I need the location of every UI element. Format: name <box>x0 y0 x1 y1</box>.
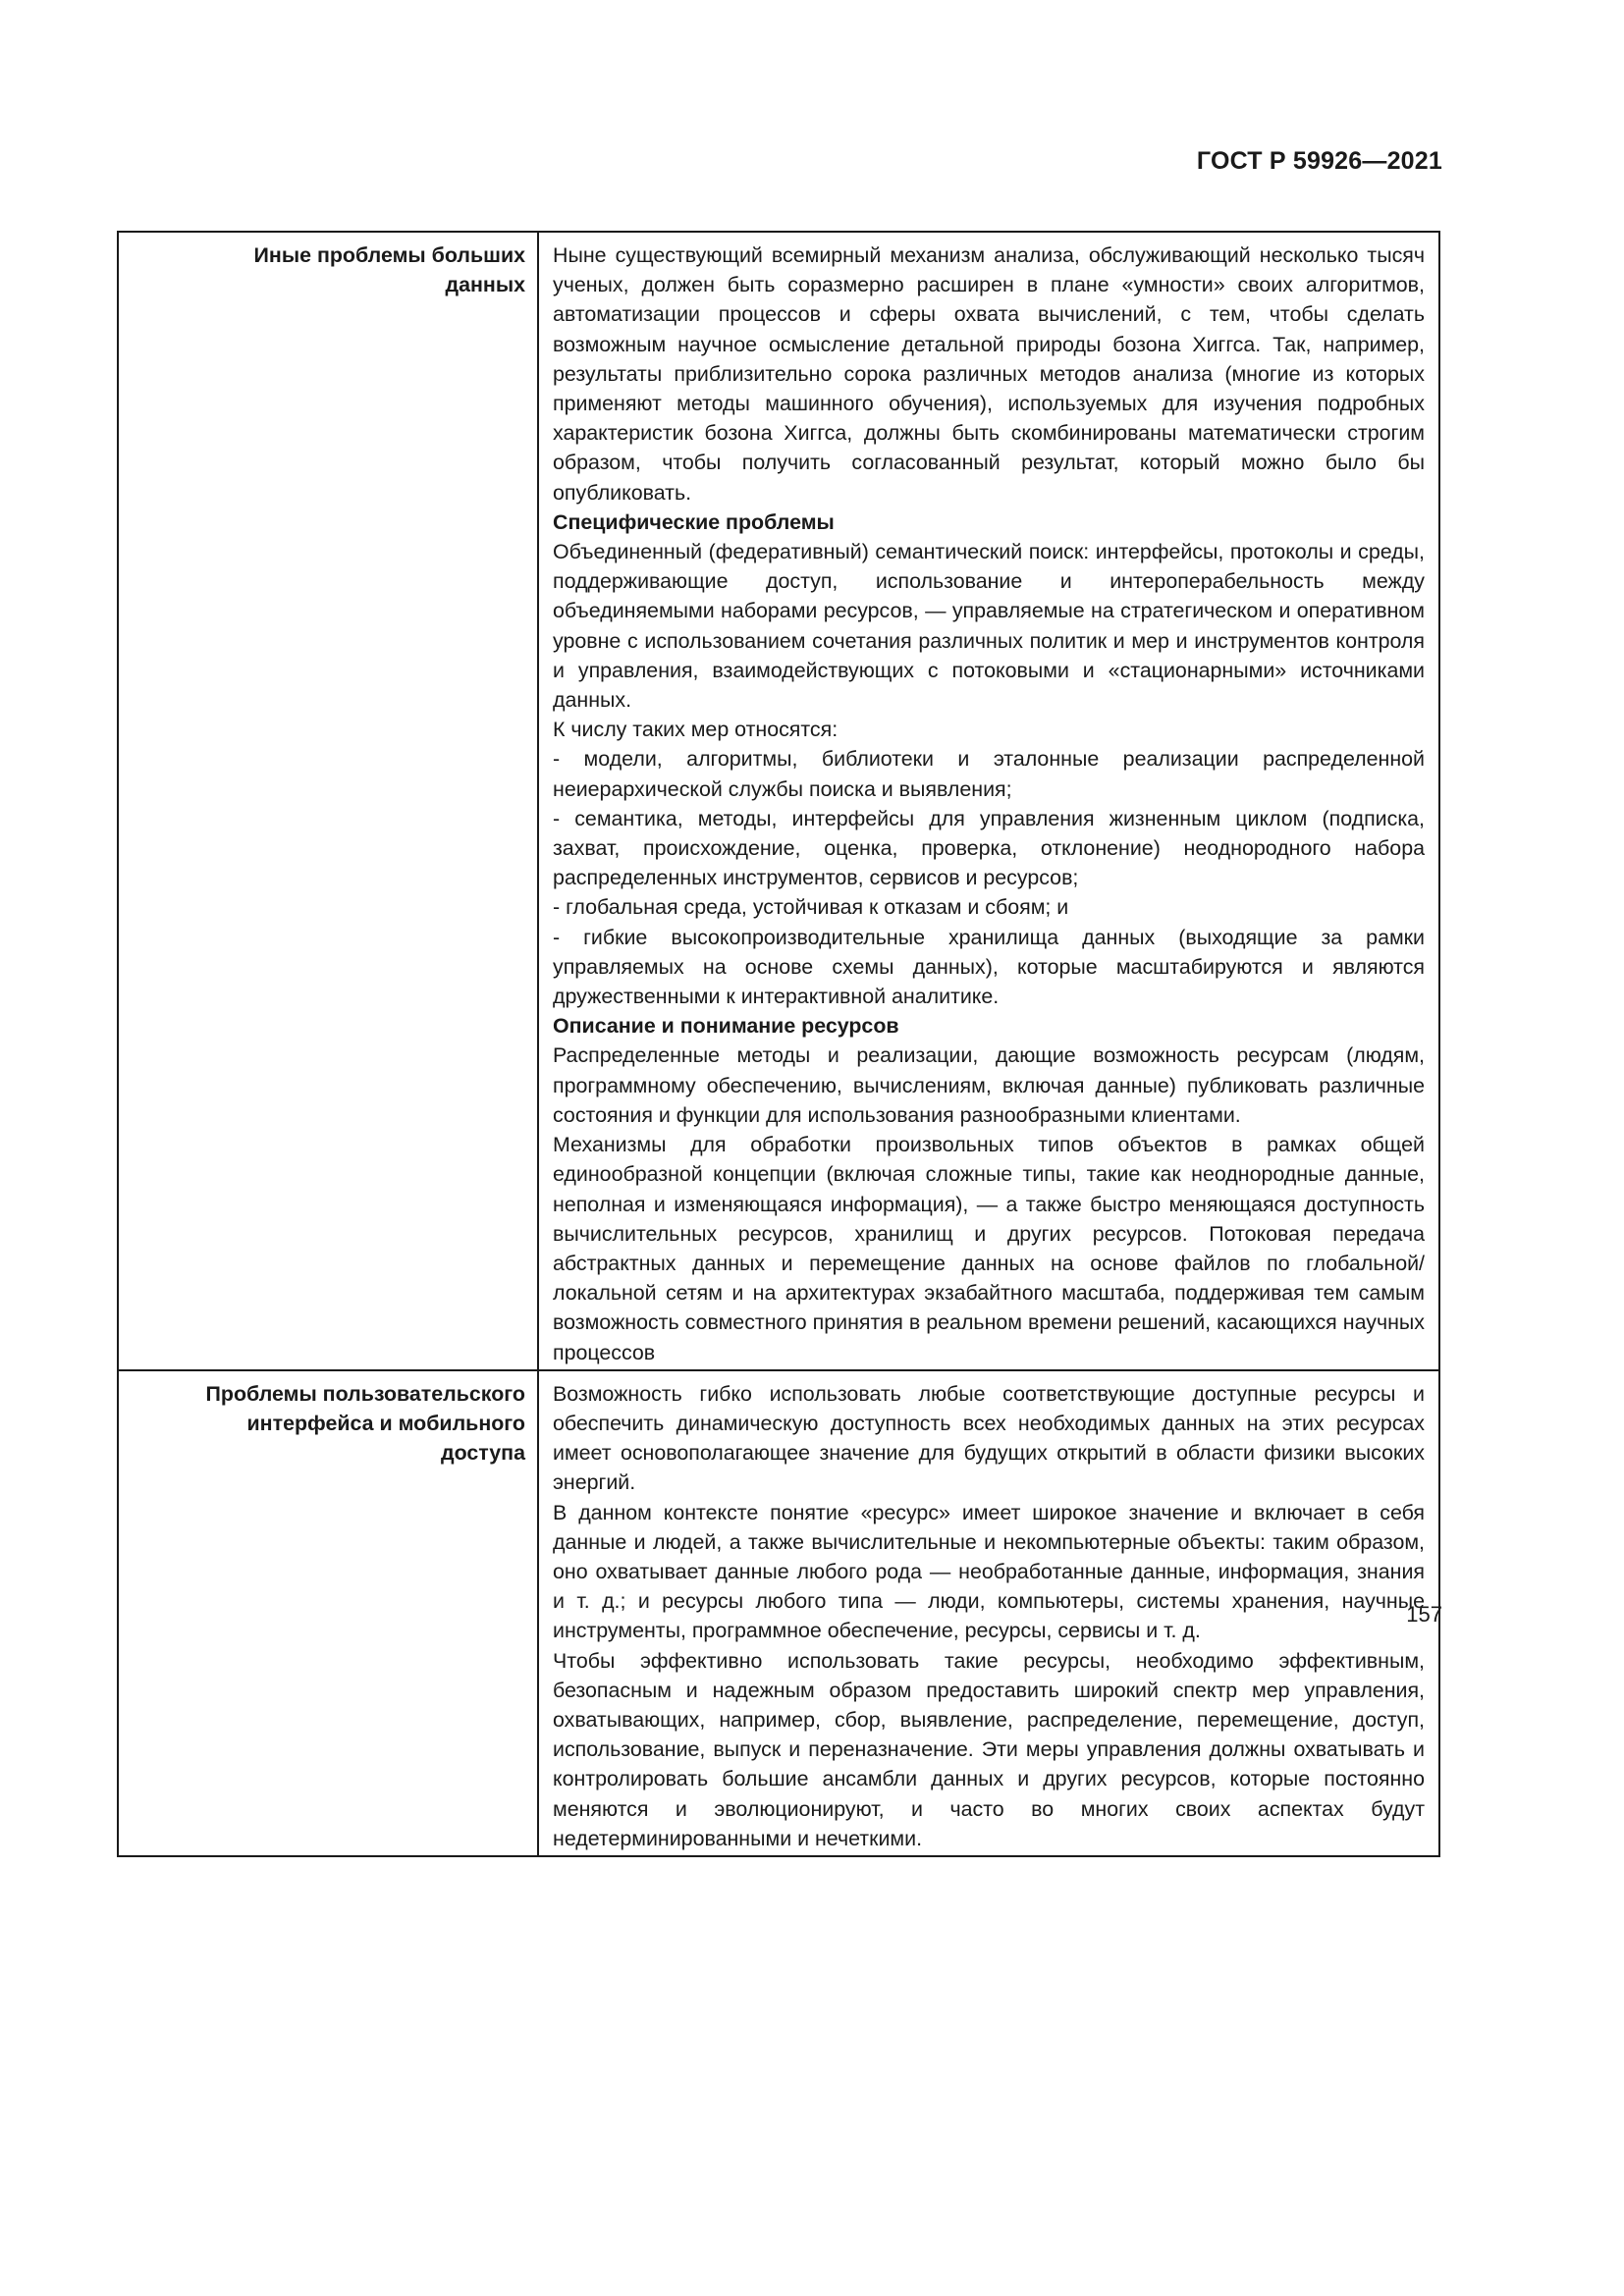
subheading: Специфические проблемы <box>553 509 835 534</box>
subheading: Описание и понимание ресурсов <box>553 1014 899 1039</box>
paragraph: Распределенные методы и реализации, дающие возможность ресурсам (людям, программному обеспечению, вычислениям, включая данные) публиковать различные состояния и функции для использования разнообразными клиентами. <box>553 1043 1425 1127</box>
paragraph: Объединенный (федеративный) семантический поиск: интерфейсы, протоколы и среды, поддерживающие доступ, использование и интероперабельность между объединяемыми наборами ресурсов, — управляемые на стратегическом и оперативном уровне с использованием сочетания различных политик и мер и инструментов контроля и управления, взаимодействующих с потоковыми и «стационарными» источниками данных. <box>553 540 1425 713</box>
row-label: доступа <box>441 1441 525 1466</box>
list-item: - гибкие высокопроизводительные хранилища данных (выходящие за рамки управляемых на основе схемы данных), которые масштабируются и являются дружественными к интерактивной аналитике. <box>553 925 1425 1009</box>
paragraph: К числу таких мер относятся: <box>553 718 839 742</box>
table-row <box>118 1370 1439 1856</box>
list-item: - семантика, методы, интерфейсы для управления жизненным циклом (подписка, захват, происхождение, оценка, проверка, отклонение) неоднородного набора распределенных инструментов, сервисов и ресурсов; <box>553 806 1425 890</box>
paragraph: Возможность гибко использовать любые соответствующие доступные ресурсы и обеспечить динамическую доступность всех необходимых данных на этих ресурсах имеет основополагающее значение для будущих открытий в области физики высоких энергий. <box>553 1381 1425 1495</box>
row-label-cell <box>118 232 538 1370</box>
list-item: - глобальная среда, устойчивая к отказам и сбоям; и <box>553 895 1069 920</box>
paragraph: Механизмы для обработки произвольных типов объектов в рамках общей единообразной концепции (включая сложные типы, такие как неоднородные данные, неполная и изменяющаяся информация), — а также быстро меняющаяся доступность вычислительных ресурсов, хранилищ и других ресурсов. Потоковая передача абстрактных данных и перемещение данных на основе файлов по глобальной/локальной сетям и на архитектурах экзабайтного масштаба, поддерживая тем самым возможность совместного принятия в реальном времени решений, касающихся научных процессов <box>553 1133 1425 1364</box>
paragraph: Ныне существующий всемирный механизм анализа, обслуживающий несколько тысяч ученых, должен быть соразмерно расширен в плане «умности» своих алгоритмов, автоматизации процессов и сферы охвата вычислений, с тем, чтобы сделать возможным научное осмысление детальной природы бозона Хиггса. Так, например, результаты приблизительно сорока различных методов анализа (многие из которых применяют методы машинного обучения), используемых для изучения подробных характеристик бозона Хиггса, должны быть скомбинированы математически строгим образом, чтобы получить согласованный результат, который можно было бы опубликовать. <box>553 243 1425 505</box>
requirements-table <box>117 231 1440 1857</box>
row-label: интерфейса и мобильного <box>246 1411 525 1435</box>
list-item: - модели, алгоритмы, библиотеки и эталонные реализации распределенной неиерархической службы поиска и выявления; <box>553 747 1425 801</box>
paragraph: В данном контексте понятие «ресурс» имеет широкое значение и включает в себя данные и людей, а также вычислительные и некомпьютерные объекты: таким образом, оно охватывает данные любого рода — необработанные данные, информация, знания и т. д.; и ресурсы любого типа — люди, компьютеры, системы хранения, научные инструменты, программное обеспечение, ресурсы, сервисы и т. д. <box>553 1500 1425 1643</box>
paragraph: Чтобы эффективно использовать такие ресурсы, необходимо эффективным, безопасным и надежным образом предоставить широкий спектр мер управления, охватывающих, например, сбор, выявление, распределение, перемещение, доступ, использование, выпуск и переназначение. Эти меры управления должны охватывать и контролировать большие ансамбли данных и других ресурсов, которые постоянно меняются и эволюционируют, и часто во многих своих аспектах будут недетерминированными и нечеткими. <box>553 1648 1425 1850</box>
document-header: ГОСТ Р 59926—2021 <box>1196 147 1442 175</box>
row-label: Иные проблемы больших <box>253 243 525 267</box>
row-label: Проблемы пользовательского <box>205 1381 525 1406</box>
row-content-cell <box>538 232 1439 1370</box>
row-content-cell <box>538 1370 1439 1856</box>
page-number: 157 <box>1406 1602 1442 1627</box>
row-label: данных <box>445 273 525 297</box>
table-row <box>118 232 1439 1370</box>
row-label-cell <box>118 1370 538 1856</box>
